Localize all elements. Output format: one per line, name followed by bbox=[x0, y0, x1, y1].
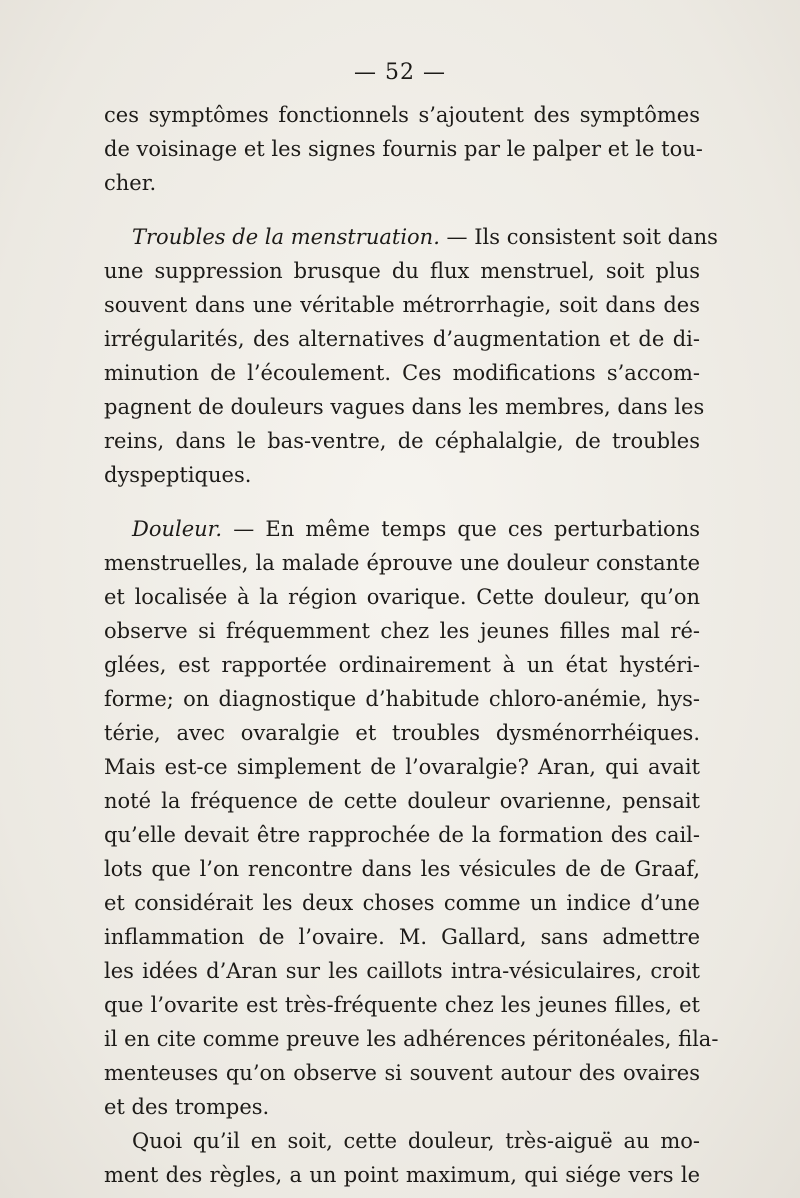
section-heading-line: Douleur. — En même temps que ces perturbations bbox=[132, 517, 700, 541]
text-line: souvent dans une véritable métrorrhagie, soit dans des bbox=[104, 293, 700, 317]
text-line: les idées d’Aran sur les caillots intra-vésiculaires, croit bbox=[104, 959, 700, 983]
text-line: et considérait les deux choses comme un indice d’une bbox=[104, 891, 700, 915]
text-line: irrégularités, des alternatives d’augmentation et de di- bbox=[104, 327, 700, 351]
text-line: Mais est-ce simplement de l’ovaralgie? Aran, qui avait bbox=[104, 755, 700, 779]
text-line: il en cite comme preuve les adhérences péritonéales, fila- bbox=[104, 1027, 719, 1051]
text-line: forme; on diagnostique d’habitude chloro-anémie, hys- bbox=[104, 687, 700, 711]
text-line: lots que l’on rencontre dans les vésicules de de Graaf, bbox=[104, 857, 700, 881]
text-line: cher. bbox=[104, 171, 157, 195]
text-line: et des trompes. bbox=[104, 1095, 270, 1119]
text-line: ment des règles, a un point maximum, qui siége vers le bbox=[104, 1163, 700, 1187]
text-line: térie, avec ovaralgie et troubles dysménorrhéiques. bbox=[104, 721, 700, 745]
text-line: noté la fréquence de cette douleur ovarienne, pensait bbox=[104, 789, 700, 813]
text-line: menteuses qu’on observe si souvent autour des ovaires bbox=[104, 1061, 700, 1085]
text-line: pagnent de douleurs vagues dans les membres, dans les bbox=[104, 395, 705, 419]
section-heading-douleur: Douleur. bbox=[132, 517, 223, 541]
body-text bbox=[104, 98, 719, 1192]
page-number: — 52 — bbox=[354, 60, 446, 85]
text-line: ces symptômes fonctionnels s’ajoutent des symptômes bbox=[104, 103, 700, 127]
text-line: une suppression brusque du flux menstruel, soit plus bbox=[104, 259, 700, 283]
text-line: dyspeptiques. bbox=[104, 463, 252, 487]
text-line: qu’elle devait être rapprochée de la formation des cail- bbox=[104, 823, 700, 847]
section-heading-line: Troubles de la menstruation. — Ils consistent soit dans bbox=[132, 225, 718, 249]
section-heading-menstruation: Troubles de la menstruation. bbox=[132, 225, 440, 249]
text-line: inflammation de l’ovaire. M. Gallard, sans admettre bbox=[104, 925, 700, 949]
text-line: reins, dans le bas-ventre, de céphalalgie, de troubles bbox=[104, 429, 700, 453]
text-line: que l’ovarite est très-fréquente chez les jeunes filles, et bbox=[104, 993, 700, 1017]
text-line: observe si fréquemment chez les jeunes filles mal ré- bbox=[104, 619, 700, 643]
text-line: et localisée à la région ovarique. Cette douleur, qu’on bbox=[104, 585, 700, 609]
text-line: minution de l’écoulement. Ces modifications s’accom- bbox=[104, 361, 700, 385]
text-line: de voisinage et les signes fournis par le palper et le tou- bbox=[104, 137, 703, 161]
paragraph-start-line: Quoi qu’il en soit, cette douleur, très-aiguë au mo- bbox=[132, 1129, 700, 1153]
text-line: menstruelles, la malade éprouve une douleur constante bbox=[104, 551, 700, 575]
text-line: glées, est rapportée ordinairement à un état hystéri- bbox=[104, 653, 700, 677]
